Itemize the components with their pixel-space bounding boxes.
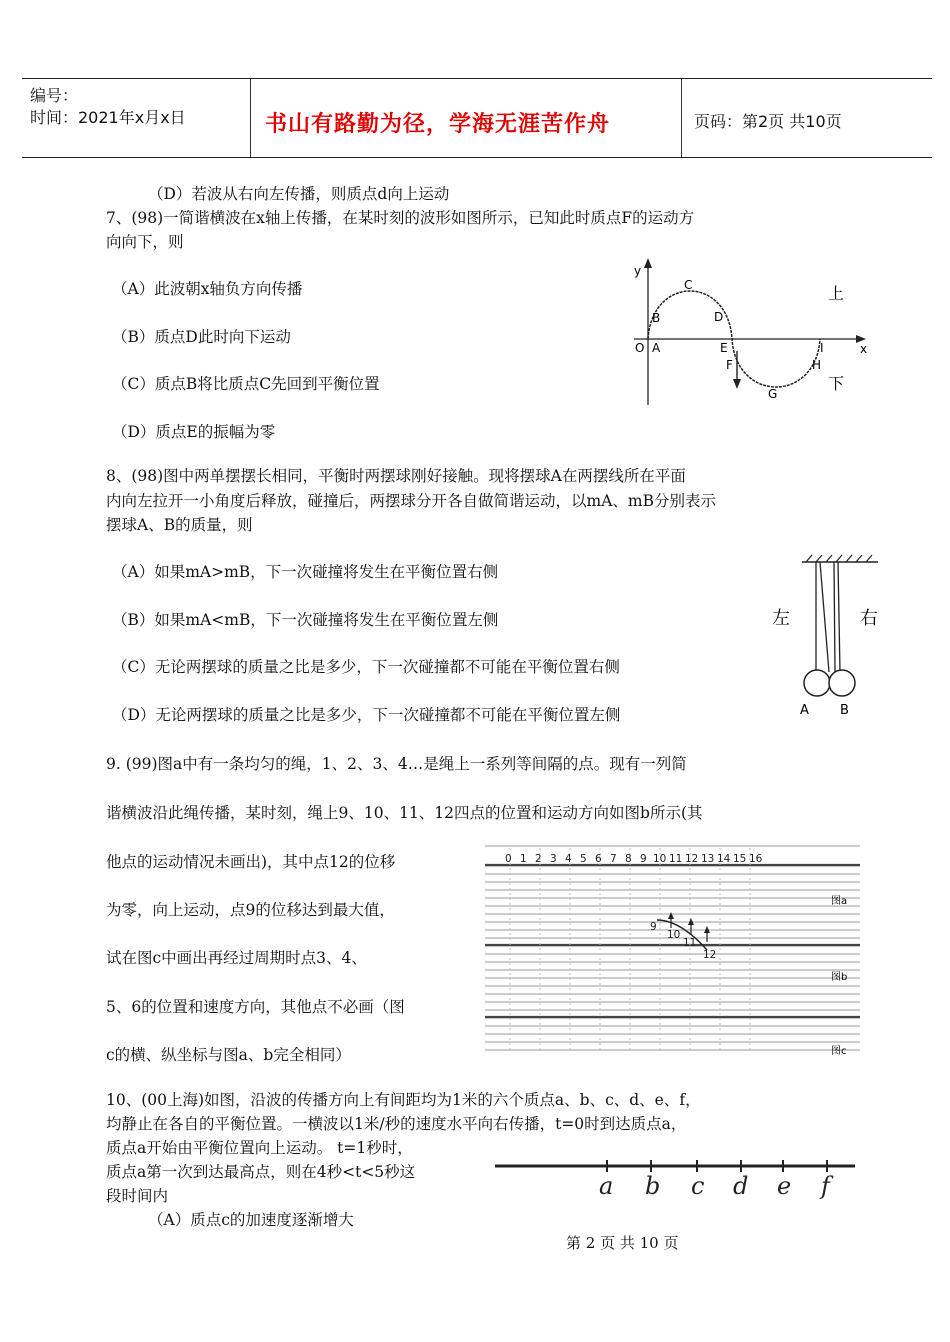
q7-point-g: G [768,387,778,401]
q9-tick-5: 5 [580,853,587,865]
q7-point-i: I [820,341,824,355]
q7-option-a: （A）此波朝x轴负方向传播 [112,280,303,298]
q7-stem-line2: 向向下，则 [106,233,184,251]
q9-b-point-10: 10 [667,929,681,941]
q9-tick-3: 3 [550,853,557,865]
q10-points-figure [495,1152,860,1202]
q8-option-d: （D）无论两摆球的质量之比是多少，下一次碰撞都不可能在平衡位置左侧 [112,706,621,724]
motto: 书山有路勤为径，学海无涯苦作舟 [265,112,611,137]
q10-point-c: c [691,1172,705,1200]
q7-axis-y: y [634,264,642,278]
q7-option-c: （C）质点B将比质点C先回到平衡位置 [112,375,380,393]
header-right-cell [682,79,932,157]
header-motto-cell [251,79,682,157]
q7-point-a: A [652,341,661,355]
q8-ball-b-label: B [840,703,849,718]
q8-stem-line3: 摆球A、B的质量，则 [106,516,253,534]
q10-point-f: f [821,1172,830,1200]
q9-tick-7: 7 [610,853,617,865]
q7-option-b: （B）质点D此时向下运动 [112,328,291,346]
q9-line4: 为零，向上运动，点9的位移达到最大值， [106,901,395,919]
q7-wave-figure [620,255,880,410]
q8-stem-line1: 8、(98)图中两单摆摆长相同，平衡时两摆球刚好接触。现将摆球A在两摆线所在平面 [106,467,686,485]
q9-tick-1: 1 [520,853,527,865]
q8-option-a: （A）如果mA>mB，下一次碰撞将发生在平衡位置右侧 [112,563,499,581]
q10-option-a: （A）质点c的加速度逐渐增大 [148,1211,354,1229]
q9-tick-12: 12 [685,853,699,865]
q9-tick-13: 13 [701,853,715,865]
q8-option-c: （C）无论两摆球的质量之比是多少，下一次碰撞都不可能在平衡位置右侧 [112,658,620,676]
q9-tick-6: 6 [595,853,602,865]
q8-left-label: 左 [772,608,790,629]
q9-rope-figure [485,838,865,1060]
q7-point-b: B [652,311,661,325]
q6-option-d: （D）若波从右向左传播，则质点d向上运动 [148,185,450,203]
page-footer: 第 2 页 共 10 页 [566,1234,679,1252]
q9-tick-4: 4 [565,853,572,865]
q8-pendulum-figure [760,552,900,722]
q9-b-point-12: 12 [703,949,717,961]
q7-axis-x: x [860,342,868,356]
q7-down-label: 下 [828,374,845,393]
q10-line1: 10、(00上海)如图，沿波的传播方向上有间距均为1米的六个质点a、b、c、d、e、f， [106,1091,701,1109]
q9-line6: 5、6的位置和速度方向，其他点不必画（图 [106,998,405,1016]
q8-right-label: 右 [860,608,878,629]
q9-fig-b-label: 图b [831,972,848,983]
q7-option-d: （D）质点E的振幅为零 [112,423,276,441]
q9-line5: 试在图c中画出再经过周期时点3、4、 [106,949,367,967]
q7-point-c: C [684,278,693,292]
q9-tick-15: 15 [733,853,747,865]
q9-tick-10: 10 [653,853,667,865]
q9-b-point-9: 9 [650,921,657,933]
q10-line4: 质点a第一次到达最高点，则在4秒<t<5秒这 [106,1163,416,1181]
q9-tick-14: 14 [717,853,731,865]
q10-line5: 段时间内 [106,1187,169,1205]
page-header [22,78,932,158]
q9-tick-16: 16 [749,853,763,865]
q10-point-e: e [777,1172,792,1200]
q9-line2: 谐横波沿此绳传播，某时刻，绳上9、10、11、12四点的位置和运动方向如图b所示(其 [106,804,703,822]
q9-tick-2: 2 [535,853,542,865]
q7-point-h: H [812,358,822,372]
q9-b-point-11: 11 [683,937,697,949]
q10-point-d: d [733,1172,749,1200]
q8-ball-a-label: A [800,703,809,718]
q7-origin: O [635,341,645,355]
q7-up-label: 上 [828,284,845,303]
q7-point-f: F [726,358,733,372]
q9-tick-11: 11 [669,853,683,865]
q10-line2: 均静止在各自的平衡位置。一横波以1米/秒的速度水平向右传播，t=0时到达质点a， [106,1115,687,1133]
q7-point-d: D [714,310,724,324]
q10-point-a: a [599,1172,614,1200]
q9-line1: 9. (99)图a中有一条均匀的绳，1、2、3、4…是绳上一系列等间隔的点。现有一列简 [106,755,687,773]
number-label: 编号： [30,86,79,105]
q9-tick-8: 8 [625,853,632,865]
q8-option-b: （B）如果mA<mB，下一次碰撞将发生在平衡位置左侧 [112,611,499,629]
header-left-cell [22,79,251,157]
q9-line3: 他点的运动情况未画出)，其中点12的位移 [106,853,396,871]
q10-point-b: b [645,1172,661,1200]
q8-stem-line2: 内向左拉开一小角度后释放，碰撞后，两摆球分开各自做简谐运动，以mA、mB分别表示 [106,492,716,510]
page-label: 页码：第2页 共10页 [694,112,842,131]
q7-stem-line1: 7、(98)一简谐横波在x轴上传播，在某时刻的波形如图所示，已知此时质点F的运动方 [106,209,695,227]
q9-tick-9: 9 [640,853,647,865]
time-label: 时间：2021年x月x日 [30,108,186,127]
q7-point-e: E [720,341,728,355]
q10-line3: 质点a开始由平衡位置向上运动。 t=1秒时， [106,1139,413,1157]
q9-fig-a-label: 图a [831,896,848,907]
q9-line7: c的横、纵坐标与图a、b完全相同） [106,1046,351,1064]
q9-fig-c-label: 图c [831,1046,847,1057]
q9-tick-0: 0 [505,853,512,865]
